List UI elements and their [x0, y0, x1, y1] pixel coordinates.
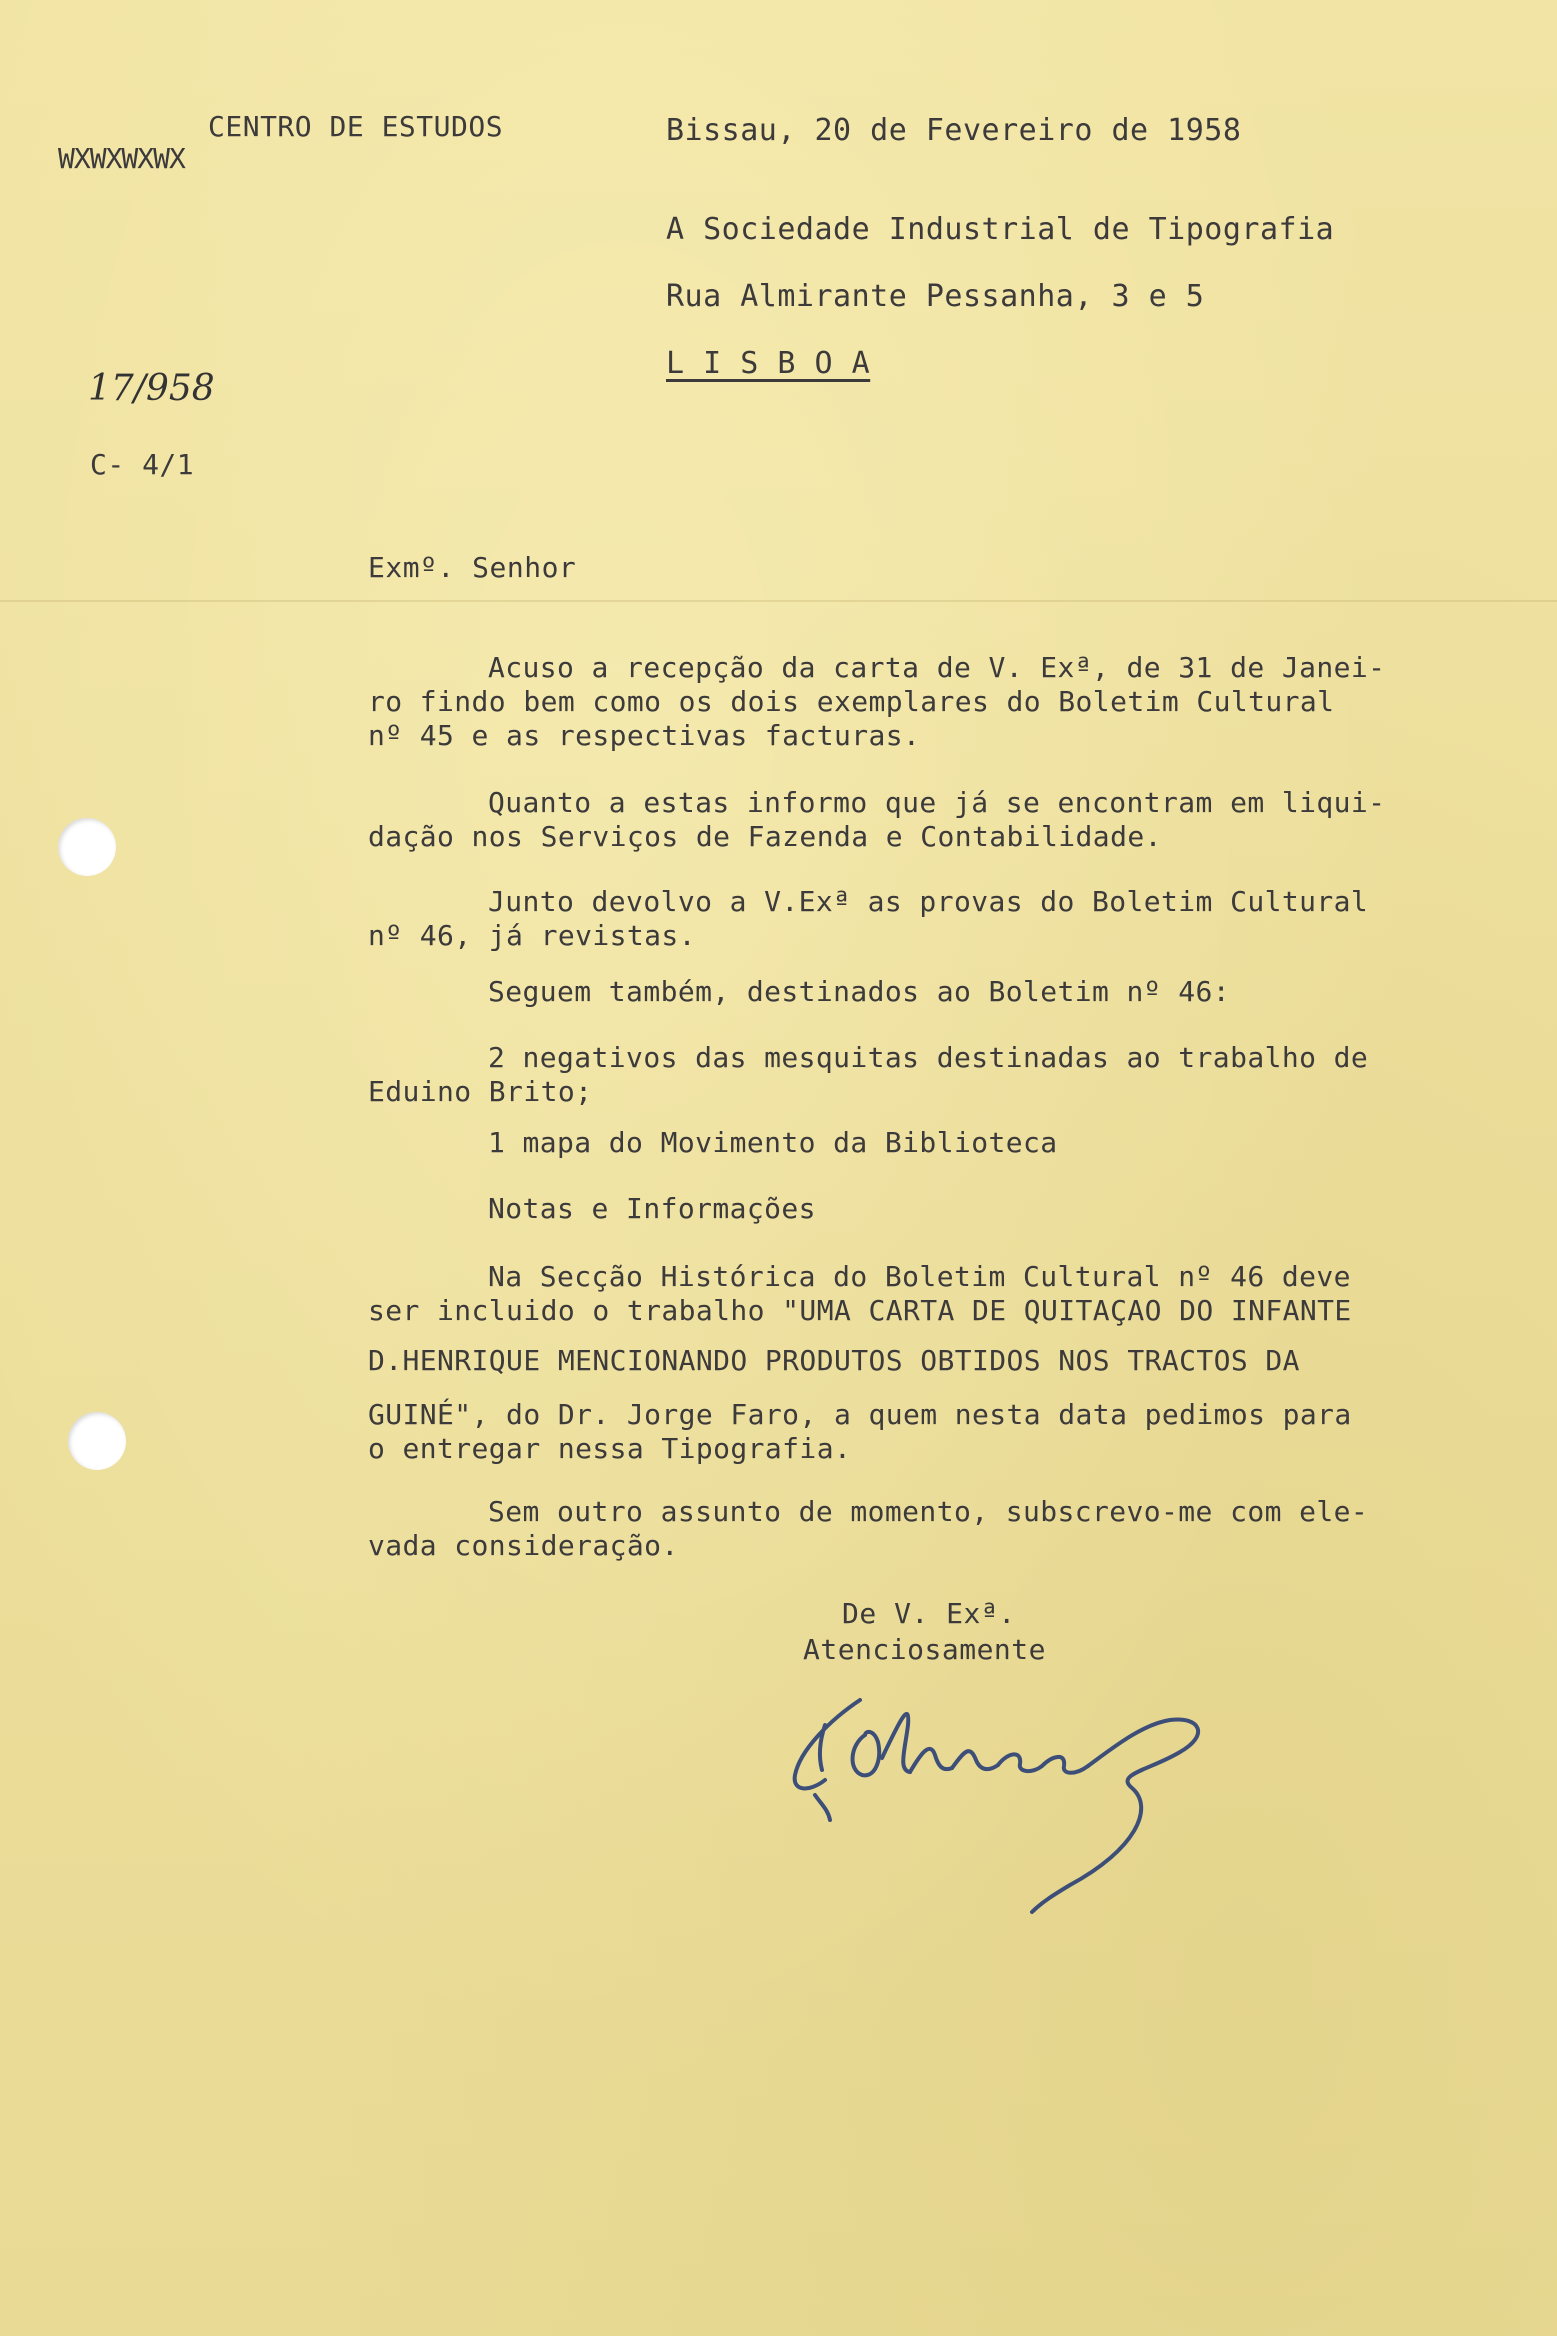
- paragraph-line: 2 negativos das mesquitas destinadas ao trabalho de: [488, 1041, 1369, 1074]
- paragraph-1: [368, 651, 1518, 753]
- punch-hole-bottom: [68, 1412, 126, 1470]
- paragraph-6: [368, 1126, 1518, 1160]
- paragraph-4: [368, 975, 1518, 1009]
- letterhead-org: CENTRO DE ESTUDOS: [208, 110, 504, 143]
- paragraph-line: nº 46, já revistas.: [368, 919, 696, 952]
- paragraph-line: Sem outro assunto de momento, subscrevo-me com ele-: [488, 1495, 1369, 1528]
- paragraph-3: [368, 885, 1518, 953]
- recipient-line-1: A Sociedade Industrial de Tipografia: [666, 212, 1335, 247]
- paragraph-line: o entregar nessa Tipografia.: [368, 1432, 852, 1465]
- recipient-line-2: Rua Almirante Pessanha, 3 e 5: [666, 279, 1205, 314]
- file-code: C- 4/1: [90, 448, 195, 481]
- closing-line-2: Atenciosamente: [803, 1633, 1047, 1666]
- paragraph-line: GUINÉ", do Dr. Jorge Faro, a quem nesta data pedimos para: [368, 1398, 1352, 1431]
- letterhead-code: WXWXWXWX: [58, 142, 185, 175]
- place-date: Bissau, 20 de Fevereiro de 1958: [666, 113, 1242, 148]
- paragraph-line: Seguem também, destinados ao Boletim nº 46:: [488, 975, 1231, 1008]
- paragraph-line: D.HENRIQUE MENCIONANDO PRODUTOS OBTIDOS NOS TRACTOS DA: [368, 1344, 1300, 1377]
- paragraph-line: ro findo bem como os dois exemplares do Boletim Cultural: [368, 685, 1335, 718]
- signature-image: [770, 1680, 1240, 1920]
- recipient-city: L I S B O A: [666, 346, 871, 381]
- paragraph-line: nº 45 e as respectivas facturas.: [368, 719, 921, 752]
- paragraph-line: dação nos Serviços de Fazenda e Contabilidade.: [368, 820, 1162, 853]
- paragraph-line: Na Secção Histórica do Boletim Cultural nº 46 deve: [488, 1260, 1351, 1293]
- paragraph-line: Junto devolvo a V.Exª as provas do Boletim Cultural: [488, 885, 1369, 918]
- paragraph-line: Acuso a recepção da carta de V. Exª, de 31 de Janei-: [488, 651, 1386, 684]
- paper-fold: [0, 600, 1557, 602]
- paragraph-9: [368, 1495, 1518, 1563]
- reference-number: 17/958: [88, 368, 215, 409]
- paragraph-5: [368, 1041, 1518, 1109]
- paragraph-line: Notas e Informações: [488, 1192, 816, 1225]
- paragraph-line: ser incluido o trabalho "UMA CARTA DE QUITAÇAO DO INFANTE: [368, 1294, 1352, 1327]
- punch-hole-top: [58, 818, 116, 876]
- paragraph-line: Eduino Brito;: [368, 1075, 593, 1108]
- closing-line-1: De V. Exª.: [842, 1597, 1016, 1630]
- paragraph-line: vada consideração.: [368, 1529, 679, 1562]
- paragraph-2: [368, 786, 1518, 854]
- paragraph-8: [368, 1260, 1518, 1466]
- paragraph-7: [368, 1192, 1518, 1226]
- paragraph-line: 1 mapa do Movimento da Biblioteca: [488, 1126, 1058, 1159]
- paragraph-line: Quanto a estas informo que já se encontram em liqui-: [488, 786, 1386, 819]
- salutation: Exmº. Senhor: [368, 551, 577, 584]
